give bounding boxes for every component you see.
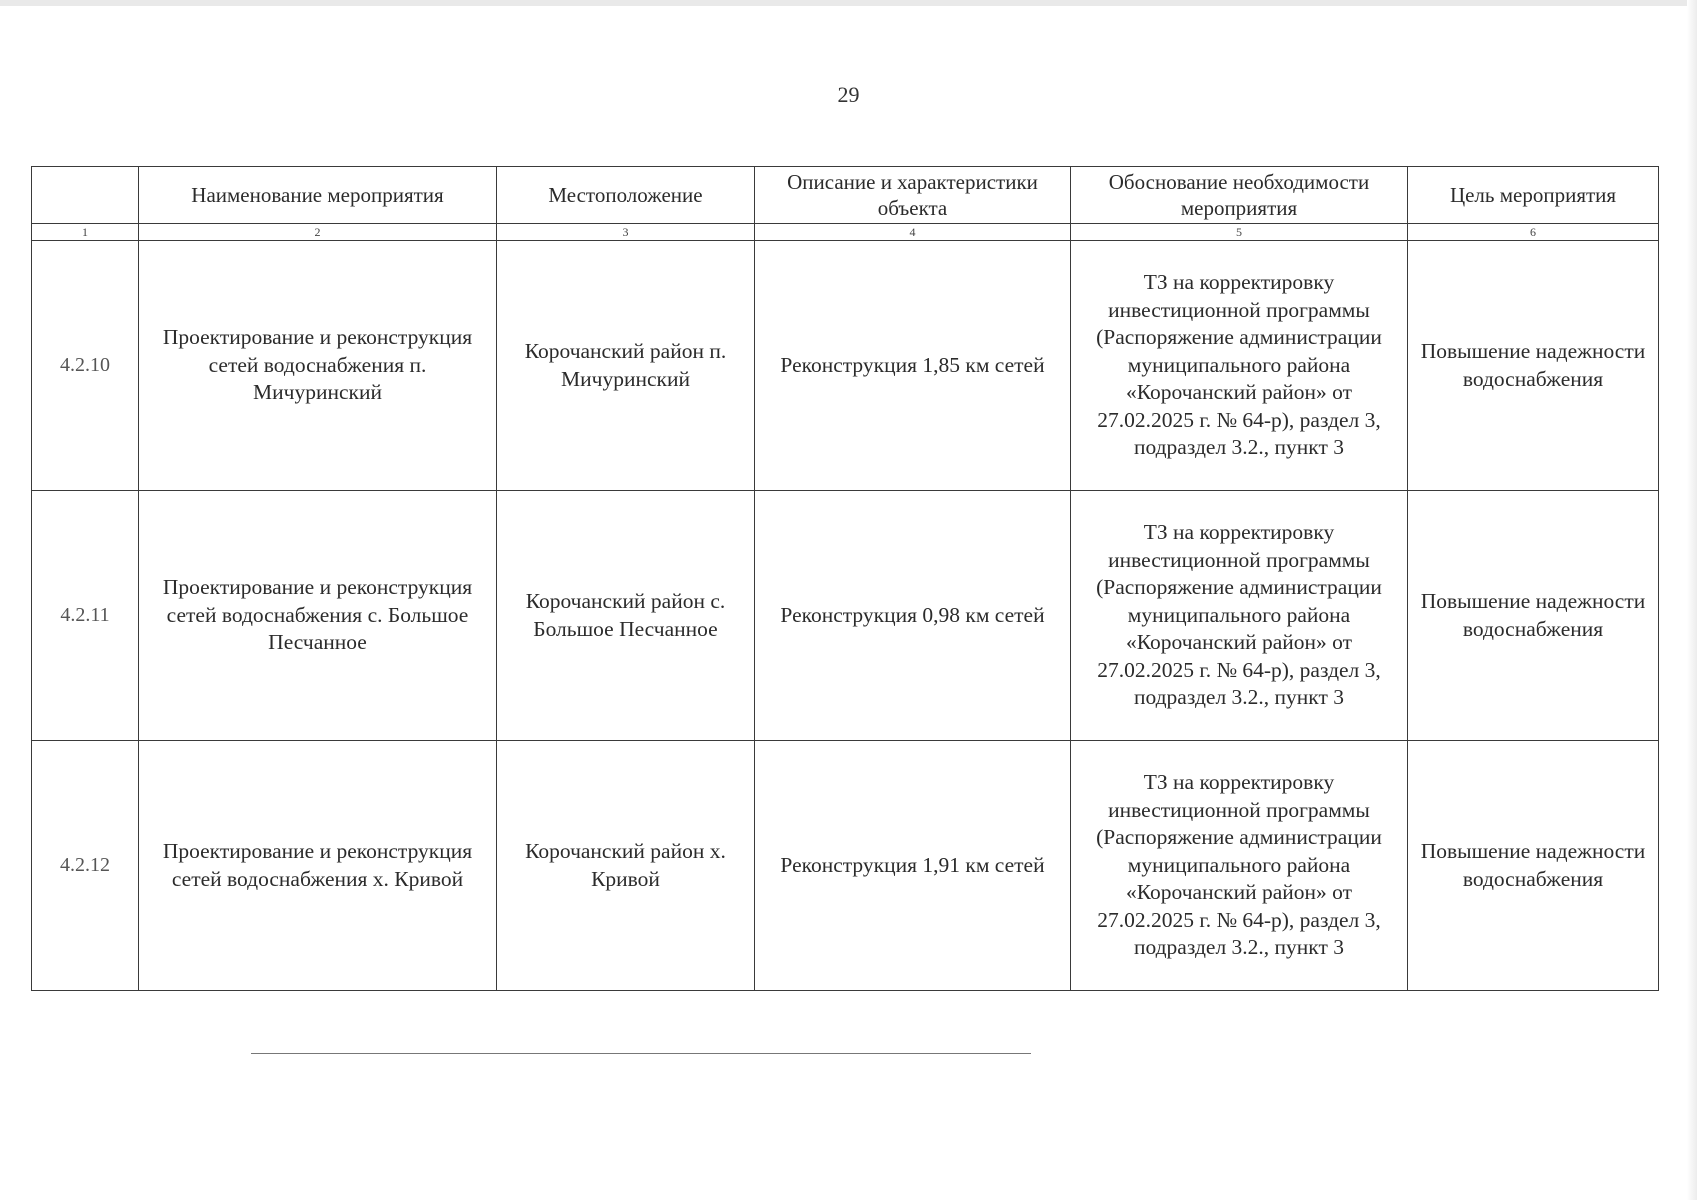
- column-number: 6: [1408, 224, 1659, 241]
- column-number: 1: [32, 224, 139, 241]
- scan-edge: [1687, 0, 1697, 1200]
- row-description: Реконструкция 1,85 км сетей: [755, 241, 1071, 491]
- measures-table: [31, 166, 1659, 991]
- row-id: 4.2.12: [32, 741, 139, 991]
- table-header-row: [32, 167, 1659, 224]
- header-cell-goal: Цель мероприятия: [1408, 167, 1659, 224]
- header-cell-name: Наименование мероприятия: [139, 167, 497, 224]
- row-location: Корочанский район с. Большое Песчанное: [497, 491, 755, 741]
- footnote-separator: [251, 1053, 1031, 1054]
- row-name: Проектирование и реконструкция сетей водоснабжения п. Мичуринский: [139, 241, 497, 491]
- row-description: Реконструкция 1,91 км сетей: [755, 741, 1071, 991]
- header-cell-description: Описание и характеристики объекта: [755, 167, 1071, 224]
- column-number-row: [32, 224, 1659, 241]
- page-number: 29: [837, 82, 860, 107]
- row-justification: ТЗ на корректировку инвестиционной программы (Распоряжение администрации муниципального района «Корочанский район» от 27.02.2025 г. № 64-р), раздел 3, подраздел 3.2., пункт 3: [1071, 241, 1408, 491]
- header-cell-id: [32, 167, 139, 224]
- row-name: Проектирование и реконструкция сетей водоснабжения х. Кривой: [139, 741, 497, 991]
- row-location: Корочанский район п. Мичуринский: [497, 241, 755, 491]
- row-goal: Повышение надежности водоснабжения: [1408, 241, 1659, 491]
- column-number: 5: [1071, 224, 1408, 241]
- table-row: [32, 491, 1659, 741]
- column-number: 3: [497, 224, 755, 241]
- column-number: 4: [755, 224, 1071, 241]
- row-location: Корочанский район х. Кривой: [497, 741, 755, 991]
- row-justification: ТЗ на корректировку инвестиционной программы (Распоряжение администрации муниципального района «Корочанский район» от 27.02.2025 г. № 64-р), раздел 3, подраздел 3.2., пункт 3: [1071, 741, 1408, 991]
- row-description: Реконструкция 0,98 км сетей: [755, 491, 1071, 741]
- row-name: Проектирование и реконструкция сетей водоснабжения с. Большое Песчанное: [139, 491, 497, 741]
- scan-edge: [0, 0, 1697, 6]
- header-cell-justification: Обоснование необходимости мероприятия: [1071, 167, 1408, 224]
- column-number: 2: [139, 224, 497, 241]
- header-cell-location: Местоположение: [497, 167, 755, 224]
- table-row: [32, 241, 1659, 491]
- row-justification: ТЗ на корректировку инвестиционной программы (Распоряжение администрации муниципального района «Корочанский район» от 27.02.2025 г. № 64-р), раздел 3, подраздел 3.2., пункт 3: [1071, 491, 1408, 741]
- row-goal: Повышение надежности водоснабжения: [1408, 491, 1659, 741]
- row-id: 4.2.10: [32, 241, 139, 491]
- table-row: [32, 741, 1659, 991]
- row-goal: Повышение надежности водоснабжения: [1408, 741, 1659, 991]
- row-id: 4.2.11: [32, 491, 139, 741]
